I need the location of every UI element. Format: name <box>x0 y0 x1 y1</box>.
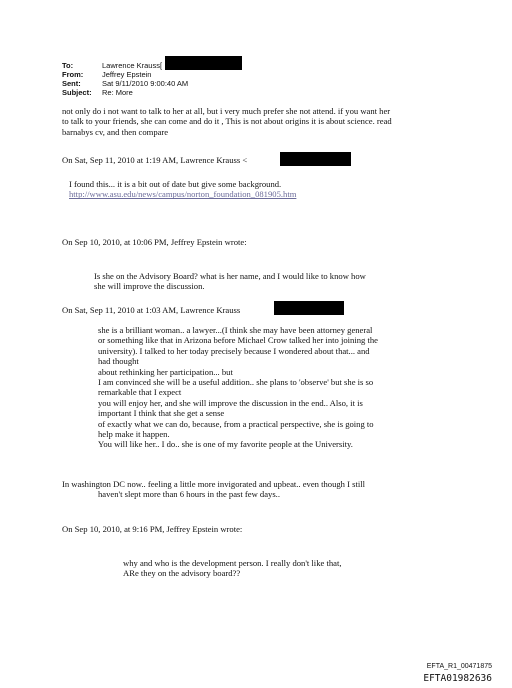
quote-body <box>94 271 366 292</box>
sent-value: Sat 9/11/2010 9:00:40 AM <box>102 79 189 88</box>
to-value: Lawrence Krauss[ <box>102 61 163 70</box>
body-line: I am convinced she will be a useful addition.. she plans to 'observe' but she is so <box>98 377 374 388</box>
quote-header-text: On Sat, Sep 11, 2010 at 1:03 AM, Lawrence Krauss <box>62 305 241 315</box>
bates-number-small: EFTA_R1_00471875 <box>426 663 492 670</box>
quote-body <box>98 325 378 450</box>
body-line: ARe they on the advisory board?? <box>123 568 241 579</box>
body-line: about rethinking her participation... but <box>98 366 233 377</box>
subject-value: Re: More <box>102 88 133 97</box>
body-line: Is she on the Advisory Board? what is her name, and I would like to know how <box>94 271 366 281</box>
from-label: From: <box>62 70 84 79</box>
from-value: Jeffrey Epstein <box>102 70 152 79</box>
body-line: important I think that she get a sense <box>98 408 225 419</box>
redaction-box <box>274 301 344 315</box>
article-link[interactable]: http://www.asu.edu/news/campus/norton_foundation_081905.htm <box>69 189 297 200</box>
body-line: I found this... it is a bit out of date but give some background. <box>69 179 282 189</box>
bates-number-large: EFTA01982636 <box>423 673 492 684</box>
to-label: To: <box>62 61 74 70</box>
body-line: You will like her.. I do.. she is one of my favorite people at the University. <box>98 439 353 450</box>
body-line: remarkable that I expect <box>98 387 182 398</box>
body-line: In washington DC now.. feeling a little more invigorated and upbeat.. even though I still <box>62 479 366 489</box>
sent-label: Sent: <box>62 79 81 88</box>
quote-body <box>62 479 365 500</box>
body-line: haven't slept more than 6 hours in the past few days.. <box>98 489 280 500</box>
message-body <box>62 106 392 137</box>
redaction-box <box>165 56 242 70</box>
body-line: had thought <box>98 356 139 367</box>
body-line: you will enjoy her, and she will improve the discussion in the end.. Also, it is <box>98 397 363 408</box>
body-line: to talk to your friends, she can come and do it , This is not about origins it is about science. read <box>62 116 392 127</box>
body-line: of exactly what we can do, because, from a practical perspective, she is going to <box>98 418 374 429</box>
body-line: university). I talked to her today precisely because I wondered about that... and <box>98 345 370 356</box>
quote-header-text: On Sat, Sep 11, 2010 at 1:19 AM, Lawrence Krauss < <box>62 155 248 165</box>
body-line: barnabys cv, and then compare <box>62 126 169 137</box>
quote-body <box>69 179 296 200</box>
body-line: she is a brilliant woman.. a lawyer...(I think she may have been attorney general <box>98 325 373 335</box>
body-line: help make it happen. <box>98 429 170 440</box>
body-line: not only do i not want to talk to her at all, but i very much prefer she not attend. if you want her <box>62 106 391 116</box>
quote-header: On Sep 10, 2010, at 10:06 PM, Jeffrey Epstein wrote: <box>62 237 247 247</box>
redaction-box <box>280 152 351 166</box>
body-line: or something like that in Arizona before Michael Crow talked her into joining the <box>98 335 378 346</box>
body-line: why and who is the development person. I really don't like that, <box>123 558 342 568</box>
quote-body <box>123 558 342 579</box>
subject-label: Subject: <box>62 88 92 97</box>
body-line: she will improve the discussion. <box>94 281 205 292</box>
quote-header: On Sep 10, 2010, at 9:16 PM, Jeffrey Epstein wrote: <box>62 524 243 534</box>
